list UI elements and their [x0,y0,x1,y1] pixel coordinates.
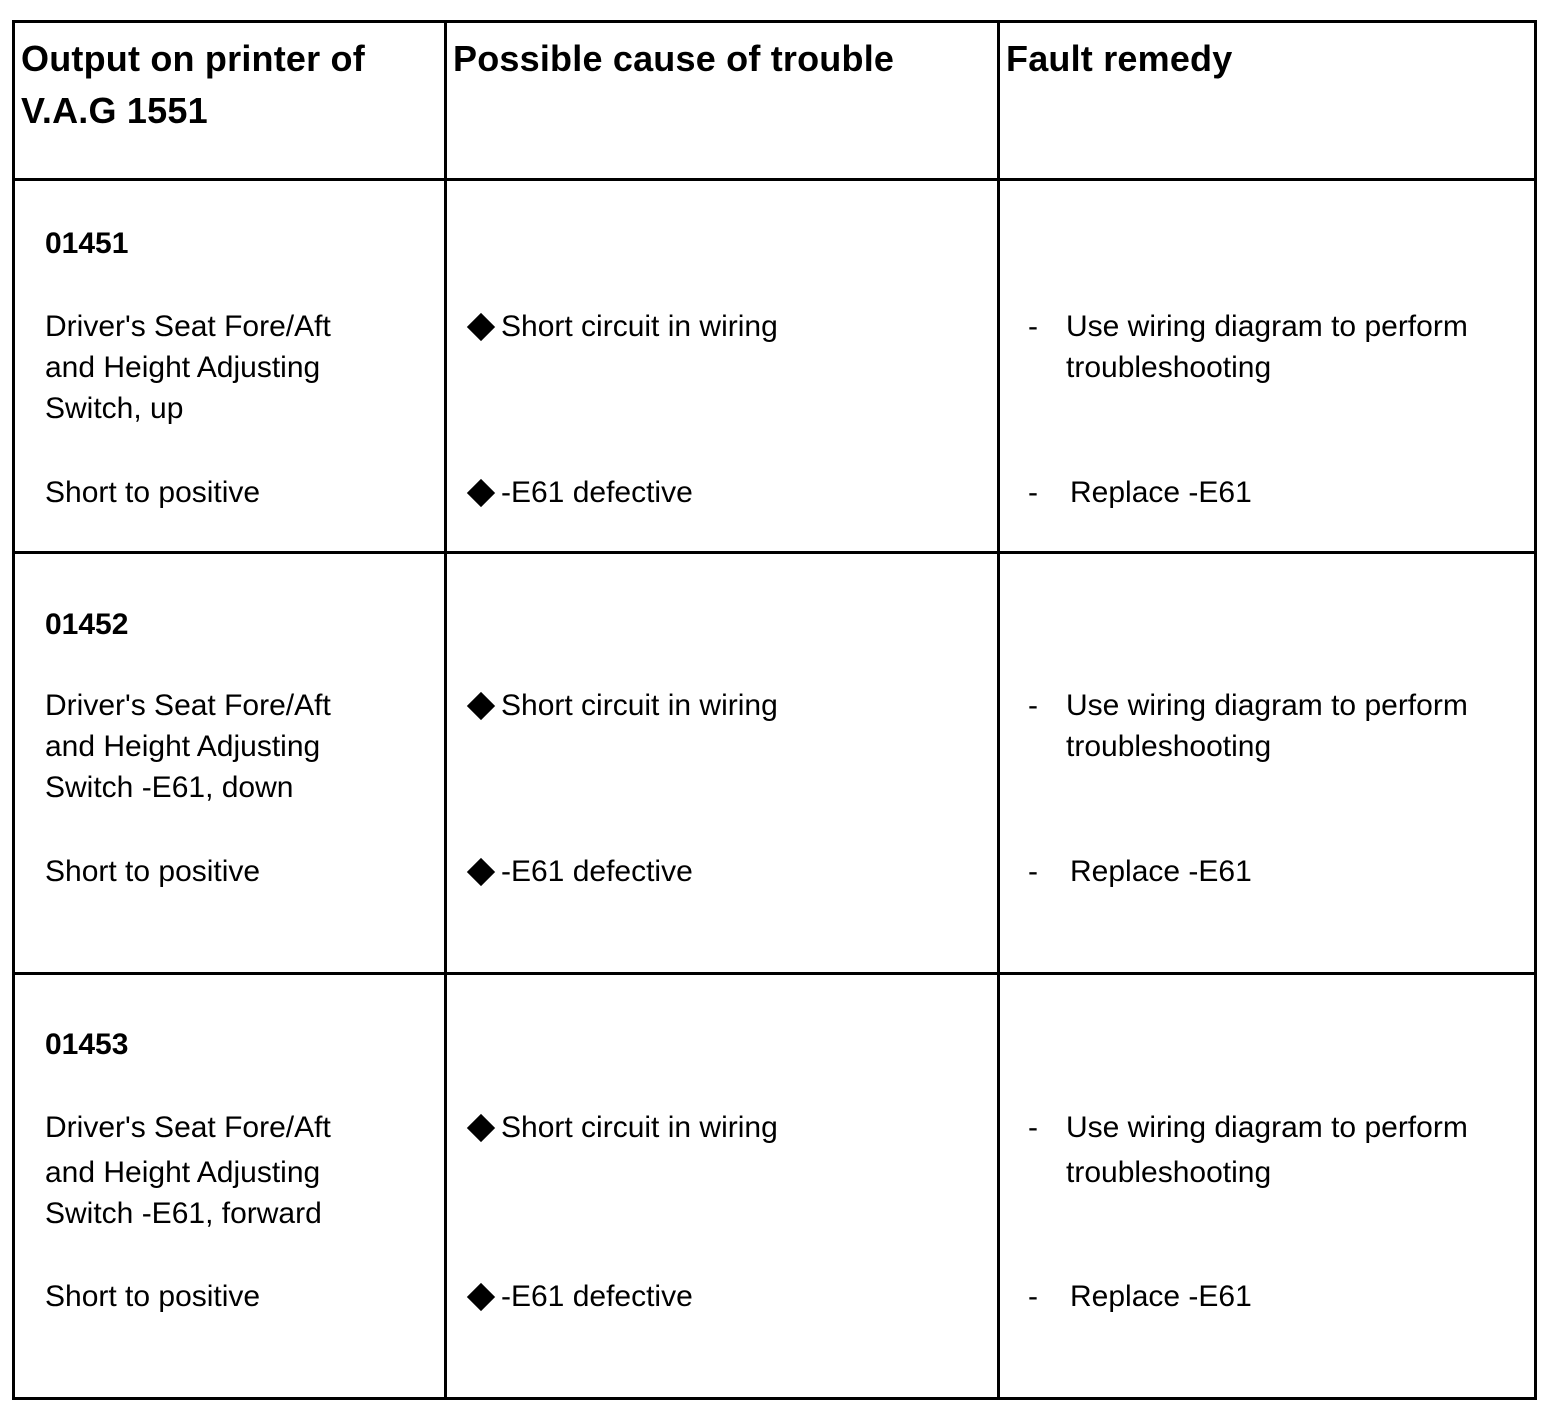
dash-marker: - [1028,689,1038,722]
table-row [15,554,1534,975]
remedy-text: Replace -E61 [1070,855,1252,888]
dash-marker: - [1028,1111,1038,1144]
remedy-text: Replace -E61 [1070,1280,1252,1313]
diamond-bullet-icon [467,857,495,885]
fault-condition: Short to positive [45,1280,261,1313]
diamond-bullet-icon [467,691,495,719]
fault-description-line: Driver's Seat Fore/Aft [45,689,331,722]
header-cell-remedy [1000,23,1534,178]
remedy-text: troubleshooting [1066,730,1272,763]
cause-text: -E61 defective [501,1280,693,1313]
fault-code: 01451 [45,227,129,260]
cause-text: Short circuit in wiring [501,689,778,722]
cause-text: -E61 defective [501,855,693,888]
cause-item [465,472,693,513]
header-cell-output [15,23,447,178]
fault-table [12,20,1537,1400]
remedy-text: Use wiring diagram to perform [1066,1111,1468,1144]
fault-condition: Short to positive [45,476,261,509]
fault-code: 01452 [45,608,129,641]
dash-marker: - [1028,310,1038,343]
fault-condition: Short to positive [45,855,261,888]
diamond-bullet-icon [467,312,495,340]
dash-marker: - [1028,476,1038,509]
diamond-bullet-icon [467,1113,495,1141]
remedy-cell [1000,181,1534,551]
dash-marker: - [1028,855,1038,888]
cause-text: -E61 defective [501,476,693,509]
cause-item [465,1276,693,1317]
fault-description-line: Switch -E61, down [45,771,294,804]
remedy-text: Use wiring diagram to perform [1066,689,1468,722]
remedy-text: Use wiring diagram to perform [1066,310,1468,343]
cause-cell [447,975,1000,1397]
output-cell [15,554,447,972]
cause-item [465,1107,778,1148]
cause-text: Short circuit in wiring [501,310,778,343]
header-cell-cause [447,23,1000,178]
table-row [15,181,1534,554]
cause-item [465,851,693,892]
header-cause-label: Possible cause of trouble [453,38,895,79]
cause-cell [447,181,1000,551]
cause-text: Short circuit in wiring [501,1111,778,1144]
header-output-label: Output on printer of V.A.G 1551 [21,38,365,131]
table-row [15,975,1534,1397]
diamond-bullet-icon [467,1282,495,1310]
cause-item [465,685,778,726]
fault-description-line: Driver's Seat Fore/Aft [45,310,331,343]
table-header-row [15,23,1534,181]
remedy-cell [1000,554,1534,972]
fault-code: 01453 [45,1028,129,1061]
remedy-text: troubleshooting [1066,1156,1272,1189]
fault-description-line: Switch, up [45,392,184,425]
dash-marker: - [1028,1280,1038,1313]
remedy-cell [1000,975,1534,1397]
fault-description-line: and Height Adjusting [45,1156,321,1189]
output-cell [15,181,447,551]
remedy-text: Replace -E61 [1070,476,1252,509]
cause-cell [447,554,1000,972]
fault-description-line: and Height Adjusting [45,351,321,384]
fault-description-line: Switch -E61, forward [45,1197,322,1230]
output-cell [15,975,447,1397]
remedy-text: troubleshooting [1066,351,1272,384]
fault-description-line: and Height Adjusting [45,730,321,763]
fault-description-line: Driver's Seat Fore/Aft [45,1111,331,1144]
cause-item [465,306,778,347]
diamond-bullet-icon [467,478,495,506]
header-remedy-label: Fault remedy [1006,38,1233,79]
